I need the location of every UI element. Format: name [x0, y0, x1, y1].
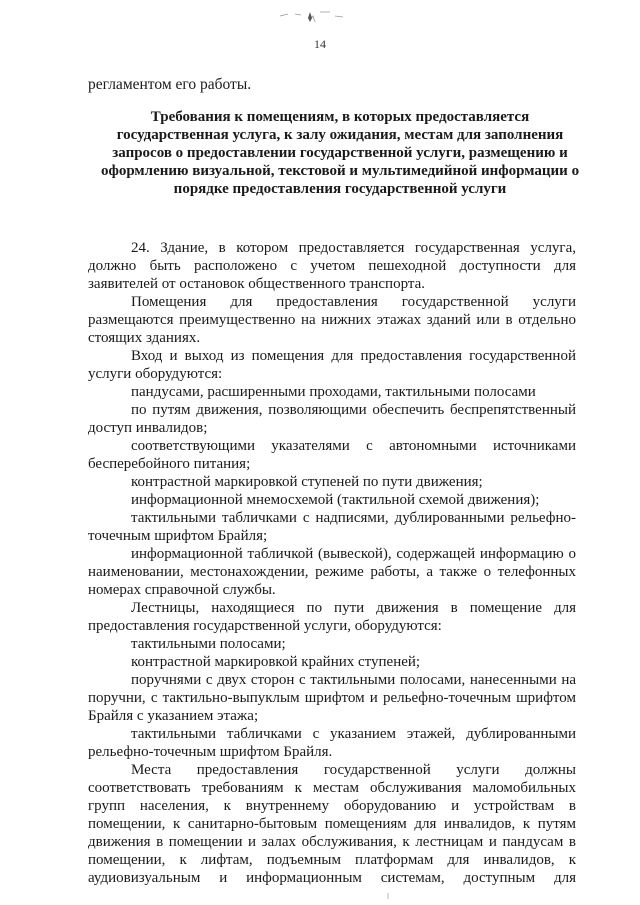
text-line: заявителей от остановок общественного транспорта. — [88, 276, 426, 292]
text-line: информационной табличкой (вывеской), содержащей информацию о — [131, 546, 576, 562]
text-line: точечным шрифтом Брайля; — [88, 528, 268, 544]
heading-line: Требования к помещениям, в которых предоставляется — [150, 109, 530, 125]
text-line: тактильными полосами; — [131, 636, 286, 652]
text-line: номерах справочной службы. — [88, 582, 276, 598]
text-line: контрастной маркировкой ступеней по пути движения; — [131, 474, 483, 490]
text-line: тактильными табличками с надписями, дублированными рельефно- — [131, 510, 576, 526]
text-line: поручни, с тактильно-выпуклым шрифтом и рельефно-точечным шрифтом — [88, 690, 576, 706]
body-text — [88, 239, 576, 887]
text-line: пандусами, расширенными проходами, тактильными полосами — [131, 384, 536, 400]
section-heading — [95, 108, 585, 198]
text-line: Места предоставления государственной услуги должны — [131, 762, 576, 778]
text-line: стоящих зданиях. — [88, 330, 201, 346]
text-line: услуги оборудуются: — [88, 366, 223, 382]
text-line: соответствующими указателями с автономными источниками — [131, 438, 576, 454]
text-line: предоставления государственной услуги, оборудуются: — [88, 618, 442, 634]
text-line: информационной мнемосхемой (тактильной схемой движения); — [131, 492, 540, 508]
text-line: групп населения, к внутреннему оборудованию и устройствам в — [88, 798, 576, 814]
text-line: бесперебойного питания; — [88, 456, 251, 472]
text-line: помещении, к лифтам, подъемным платформам для инвалидов, к — [88, 852, 576, 868]
text-line: Брайля с указанием этажа; — [88, 708, 259, 724]
heading-line: оформлению визуальной, текстовой и мультимедийной информации о — [100, 163, 580, 179]
text-line: должно быть расположено с учетом пешеходной доступности для — [88, 258, 576, 274]
text-line: размещаются преимущественно на нижних этажах зданий или в отдельно — [88, 312, 576, 328]
text-line: Вход и выход из помещения для предоставления государственной — [131, 348, 576, 364]
text-line: аудиовизуальным и информационным системам, доступным для — [88, 870, 576, 886]
text-line: соответствовать требованиям к местам обслуживания маломобильных — [88, 780, 576, 796]
text-line: 24. Здание, в котором предоставляется государственная услуга, — [131, 240, 576, 256]
text-line: рельефно-точечным шрифтом Брайля. — [88, 744, 333, 760]
heading-line: запросов о предоставлении государственной услуги, размещению и — [112, 145, 568, 161]
page-number: 14 — [314, 37, 326, 51]
text-line: контрастной маркировкой крайних ступеней; — [131, 654, 421, 670]
text-line: по путям движения, позволяющими обеспечить беспрепятственный — [131, 402, 576, 418]
text-line: доступ инвалидов; — [88, 420, 208, 436]
text-line: движения в помещении и залах обслуживания, к лестницам и пандусам в — [88, 834, 576, 850]
lead-line: регламентом его работы. — [88, 76, 252, 93]
heading-line: государственная услуга, к залу ожидания, местам для заполнения — [116, 127, 564, 143]
text-line: наименовании, местонахождении, режиме работы, а также о телефонных — [88, 564, 576, 580]
heading-line: порядке предоставления государственной услуги — [173, 181, 507, 197]
text-line: тактильными табличками с указанием этажей, дублированными — [131, 726, 576, 742]
text-line: поручнями с двух сторон с тактильными полосами, нанесенными на — [131, 672, 576, 688]
scan-noise-mark — [380, 891, 400, 901]
text-line: Лестницы, находящиеся по пути движения в помещение для — [131, 600, 576, 616]
text-line: помещении, к санитарно-бытовым помещениям для инвалидов, к путям — [88, 816, 576, 832]
text-line: Помещения для предоставления государственной услуги — [131, 294, 576, 310]
scan-noise-mark — [240, 4, 390, 34]
